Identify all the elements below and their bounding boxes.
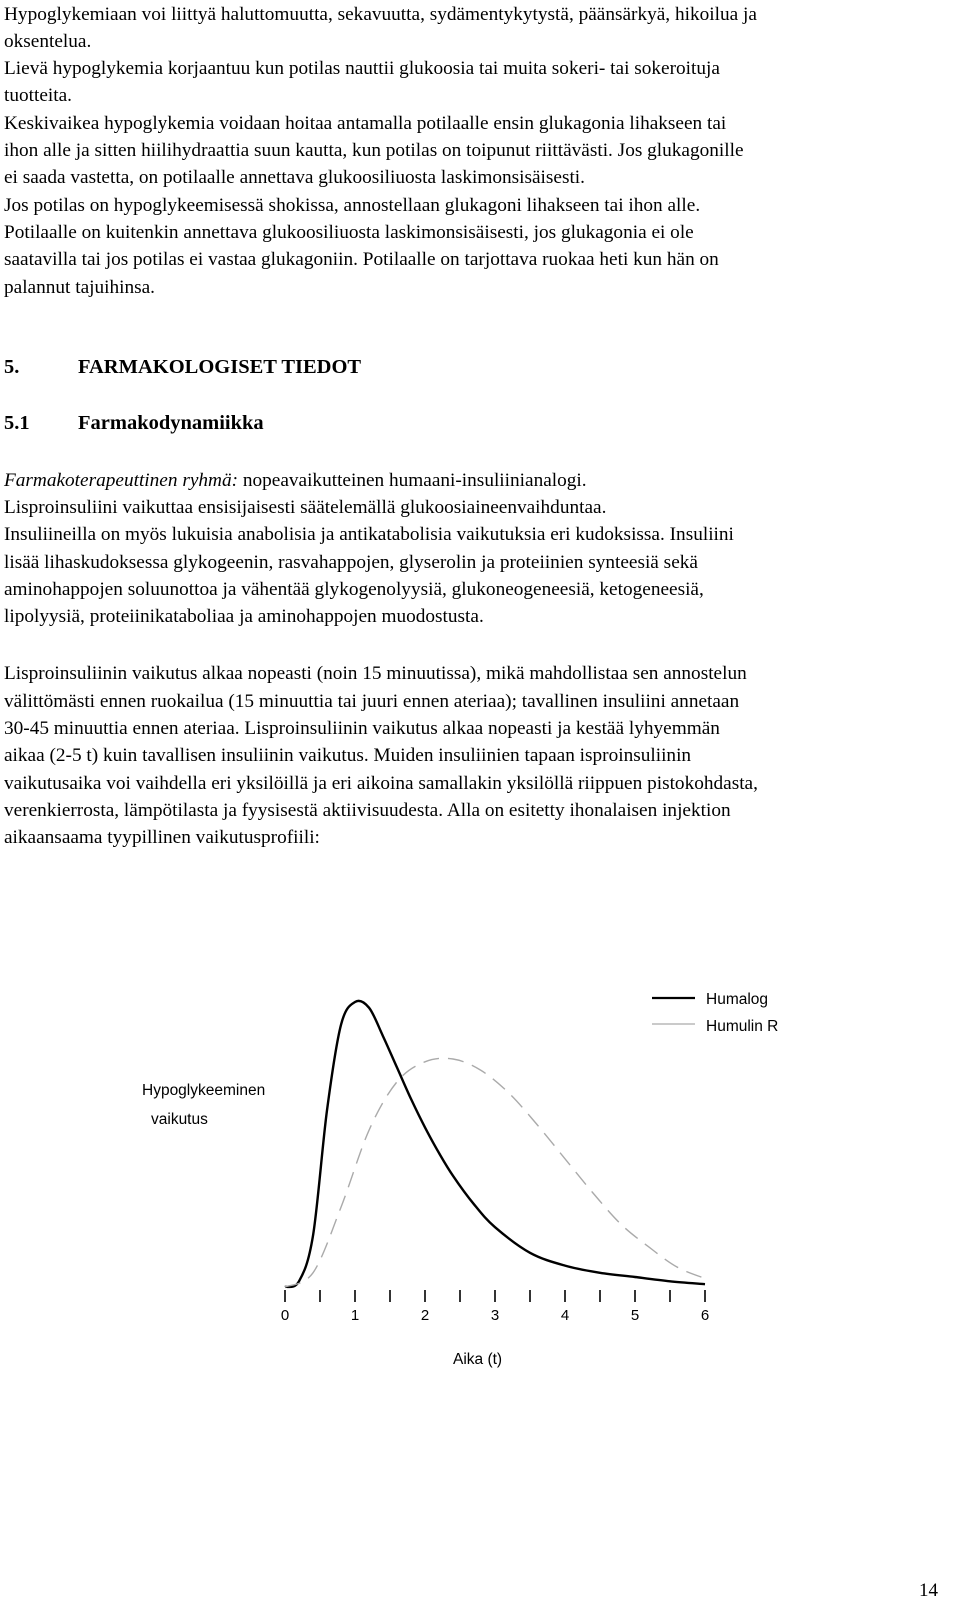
action-profile-chart: [0, 960, 960, 1400]
section-title: FARMAKOLOGISET TIEDOT: [78, 356, 362, 378]
text-line: lipolyysiä, proteiinikataboliaa ja aminohappojen muodostusta.: [4, 606, 484, 627]
text-line: ei saada vastetta, on potilaalle annettava glukoosiliuosta laskimonsisäisesti.: [4, 167, 585, 188]
x-tick-label: 1: [350, 1307, 360, 1324]
therapeutic-group-label: Farmakoterapeuttinen ryhmä:: [4, 470, 239, 491]
series-layer: [285, 1001, 705, 1287]
text-line: oksentelua.: [4, 31, 92, 52]
text-line: vaikutusaika voi vaihdella eri yksilöillä ja eri aikoina samallakin yksilöllä riippuen pistokohdasta,: [4, 773, 758, 794]
section-number: 5.: [4, 356, 20, 378]
text-line: Hypoglykemiaan voi liittyä haluttomuutta, sekavuutta, sydämentykytystä, päänsärkyä, hikoilua ja: [4, 4, 757, 25]
text-line: Lisproinsuliinin vaikutus alkaa nopeasti (noin 15 minuutissa), mikä mahdollistaa sen annostelun: [4, 663, 747, 684]
text-line: saatavilla tai jos potilas ei vastaa glukagoniin. Potilaalle on tarjottava ruokaa heti kun hän on: [4, 249, 719, 270]
page-number: 14: [919, 1580, 938, 1601]
y-axis-label-line2: vaikutus: [151, 1111, 208, 1128]
x-axis-label: Aika (t): [453, 1351, 503, 1368]
x-tick-label: 4: [560, 1307, 570, 1324]
legend-label-humalog: Humalog: [706, 991, 769, 1008]
text-line: Lievä hypoglykemia korjaantuu kun potilas nauttii glukoosia tai muita sokeri- tai sokeroituja: [4, 58, 720, 79]
text-line: Keskivaikea hypoglykemia voidaan hoitaa antamalla potilaalle ensin glukagonia lihakseen tai: [4, 113, 727, 134]
text-line: Potilaalle on kuitenkin annettava glukoosiliuosta laskimonsisäisesti, jos glukagonia ei ole: [4, 222, 694, 243]
text-line: Insuliineilla on myös lukuisia anabolisia ja antikatabolisia vaikutuksia eri kudoksissa. Insuliini: [4, 524, 734, 545]
subsection-heading: [4, 410, 264, 437]
series-line-humulin-r: [285, 1058, 705, 1287]
x-axis-ticks: [281, 1290, 709, 1324]
x-tick-label: 5: [630, 1307, 640, 1324]
subsection-title: Farmakodynamiikka: [78, 412, 264, 434]
text-line: palannut tajuihinsa.: [4, 277, 156, 298]
legend-label-humulin: Humulin R: [706, 1018, 779, 1035]
text-line: aikaansaama tyypillinen vaikutusprofiili:: [4, 827, 320, 848]
therapeutic-group-value: nopeavaikutteinen humaani-insuliinianalogi.: [238, 470, 587, 491]
text-line: verenkierrosta, lämpötilasta ja fyysisestä aktiivisuudesta. Alla on esitetty ihonalaisen injektion: [4, 800, 731, 821]
text-line: Lisproinsuliini vaikuttaa ensisijaisesti säätelemällä glukoosiaineenvaihduntaa.: [4, 497, 607, 518]
text-line: lisää lihaskudoksessa glykogeenin, rasvahappojen, glyserolin ja proteiinien synteesiä sekä: [4, 552, 698, 573]
subsection-number: 5.1: [4, 412, 30, 434]
x-tick-label: 6: [700, 1307, 710, 1324]
y-axis-label-line1: Hypoglykeeminen: [142, 1082, 266, 1099]
text-line: ihon alle ja sitten hiilihydraattia suun kautta, kun potilas on toipunut riittävästi. Jos glukagonille: [4, 140, 744, 161]
text-line: aminohappojen soluunottoa ja vähentää glykogenolyysiä, glukoneogeneesiä, ketogeneesiä,: [4, 579, 704, 600]
text-line: 30-45 minuuttia ennen ateriaa. Lisproinsuliinin vaikutus alkaa nopeasti ja kestää lyhyemmän: [4, 718, 720, 739]
text-line: Jos potilas on hypoglykeemisessä shokissa, annostellaan glukagoni lihakseen tai ihon alle.: [4, 195, 701, 216]
text-line: tuotteita.: [4, 85, 73, 106]
section-heading: [4, 354, 361, 381]
series-line-humalog: [285, 1001, 705, 1287]
x-tick-label: 0: [280, 1307, 290, 1324]
text-line: [4, 467, 587, 494]
text-line: aikaa (2-5 t) kuin tavallisen insuliinin vaikutus. Muiden insuliinien tapaan isproinsuliinin: [4, 745, 692, 766]
x-tick-label: 2: [420, 1307, 430, 1324]
legend: [652, 991, 778, 1035]
x-tick-label: 3: [490, 1307, 500, 1324]
text-line: välittömästi ennen ruokailua (15 minuuttia tai juuri ennen ateriaa); tavallinen insuliini annetaan: [4, 691, 740, 712]
